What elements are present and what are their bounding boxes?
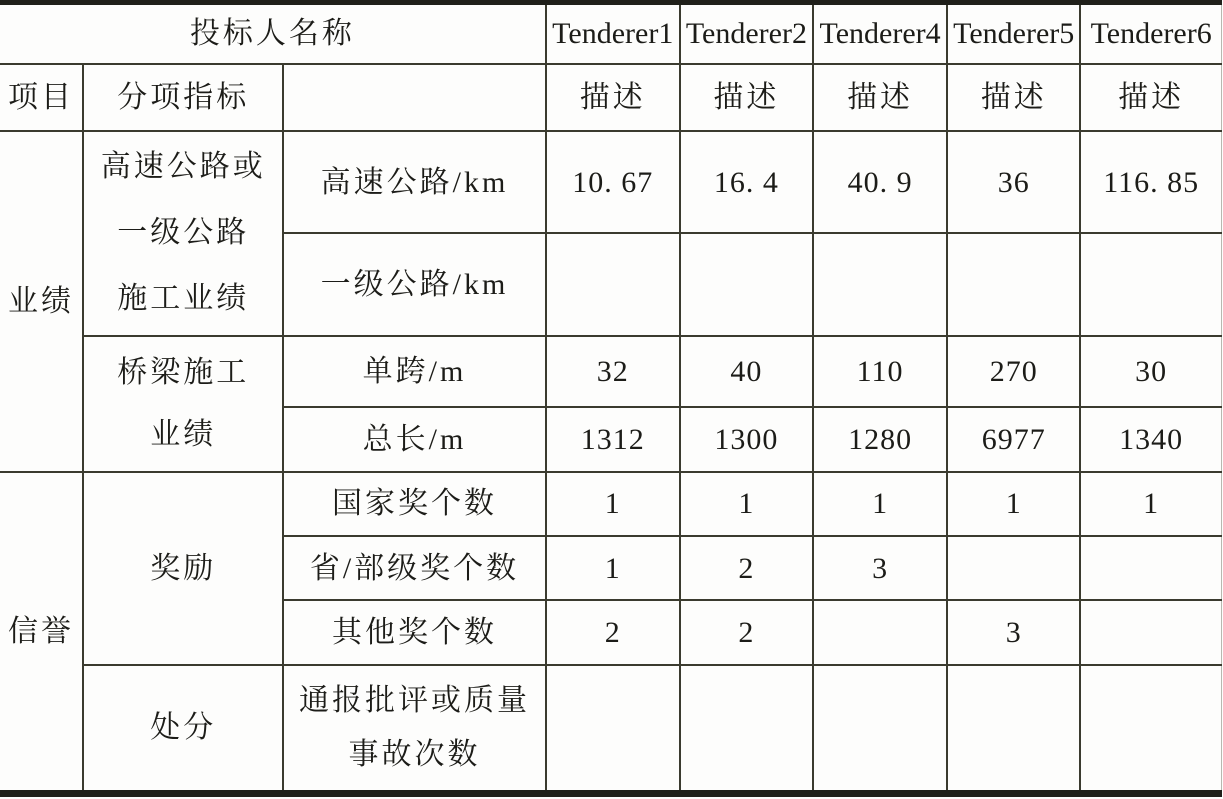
header-row-descriptions [0, 64, 1222, 131]
sub-indicator-header-cell: 分项指标 [83, 64, 283, 131]
cell-criticism-t2 [680, 665, 813, 794]
description-header-cell: 描述 [546, 64, 680, 131]
cell-other-awards-t6 [1080, 600, 1221, 664]
cell-expressway-t2: 16. 4 [680, 131, 813, 233]
group-bridge-line1: 桥梁施工 [117, 355, 250, 389]
cell-other-awards-t4 [813, 600, 947, 664]
cell-national-awards-t2: 1 [680, 472, 813, 536]
cell-national-awards-t5: 1 [947, 472, 1080, 536]
cell-first-class-t1 [546, 233, 680, 336]
section-performance-cell: 业绩 [0, 131, 83, 471]
row-single-span [0, 336, 1222, 408]
group-highway-line3: 施工业绩 [117, 282, 250, 316]
cell-single-span-t1: 32 [546, 336, 680, 408]
cell-total-length-t1: 1312 [546, 407, 680, 471]
cell-total-length-t5: 6977 [947, 407, 1080, 471]
tenderer6-header-cell: Tenderer6 [1080, 3, 1221, 64]
label-criticism-cell [283, 665, 545, 794]
cell-criticism-t1 [546, 665, 680, 794]
cell-first-class-t6 [1080, 233, 1221, 336]
cell-provincial-awards-t2: 2 [680, 536, 813, 600]
cell-first-class-t5 [947, 233, 1080, 336]
label-national-awards: 国家奖个数 [283, 472, 545, 536]
header-row-bidders [0, 3, 1222, 64]
description-header-cell: 描述 [813, 64, 947, 131]
label-provincial-awards: 省/部级奖个数 [283, 536, 545, 600]
group-bridge-cell [83, 336, 283, 472]
cell-provincial-awards-t4: 3 [813, 536, 947, 600]
row-expressway [0, 131, 1222, 233]
group-highway-cell [83, 131, 283, 335]
section-reputation-cell: 信誉 [0, 472, 83, 794]
tenderer4-header-cell: Tenderer4 [813, 3, 947, 64]
cell-total-length-t2: 1300 [680, 407, 813, 471]
cell-expressway-t5: 36 [947, 131, 1080, 233]
label-expressway-km: 高速公路/km [283, 131, 545, 233]
cell-national-awards-t6: 1 [1080, 472, 1221, 536]
group-bridge-line2: 业绩 [150, 417, 217, 451]
empty-header-cell [283, 64, 545, 131]
cell-provincial-awards-t1: 1 [546, 536, 680, 600]
cell-single-span-t5: 270 [947, 336, 1080, 408]
cell-single-span-t4: 110 [813, 336, 947, 408]
cell-criticism-t6 [1080, 665, 1221, 794]
cell-first-class-t2 [680, 233, 813, 336]
cell-other-awards-t1: 2 [546, 600, 680, 664]
row-national-awards [0, 472, 1222, 536]
tenderer5-header-cell: Tenderer5 [947, 3, 1080, 64]
tenderer1-header-cell: Tenderer1 [546, 3, 680, 64]
group-highway-line1: 高速公路或 [100, 150, 266, 184]
cell-criticism-t5 [947, 665, 1080, 794]
cell-total-length-t4: 1280 [813, 407, 947, 471]
group-awards-cell: 奖励 [83, 472, 283, 665]
description-header-cell: 描述 [947, 64, 1080, 131]
cell-single-span-t2: 40 [680, 336, 813, 408]
cell-expressway-t4: 40. 9 [813, 131, 947, 233]
label-criticism-line1: 通报批评或质量 [299, 683, 530, 717]
cell-national-awards-t4: 1 [813, 472, 947, 536]
cell-criticism-t4 [813, 665, 947, 794]
group-highway-line2: 一级公路 [117, 216, 250, 250]
item-header-cell: 项目 [0, 64, 83, 131]
cell-other-awards-t2: 2 [680, 600, 813, 664]
group-punishment-cell: 处分 [83, 665, 283, 794]
cell-provincial-awards-t5 [947, 536, 1080, 600]
description-header-cell: 描述 [680, 64, 813, 131]
label-other-awards: 其他奖个数 [283, 600, 545, 664]
cell-first-class-t4 [813, 233, 947, 336]
cell-national-awards-t1: 1 [546, 472, 680, 536]
cell-single-span-t6: 30 [1080, 336, 1221, 408]
cell-provincial-awards-t6 [1080, 536, 1221, 600]
label-criticism-line2: 事故次数 [348, 737, 481, 771]
row-criticism [0, 665, 1222, 794]
description-header-cell: 描述 [1080, 64, 1221, 131]
label-first-class-road-km: 一级公路/km [283, 233, 545, 336]
cell-total-length-t6: 1340 [1080, 407, 1221, 471]
label-total-length-m: 总长/m [283, 407, 545, 471]
bidder-name-header-cell: 投标人名称 [0, 3, 546, 64]
label-single-span-m: 单跨/m [283, 336, 545, 408]
tenderer2-header-cell: Tenderer2 [680, 3, 813, 64]
cell-expressway-t1: 10. 67 [546, 131, 680, 233]
cell-other-awards-t5: 3 [947, 600, 1080, 664]
cell-expressway-t6: 116. 85 [1080, 131, 1221, 233]
